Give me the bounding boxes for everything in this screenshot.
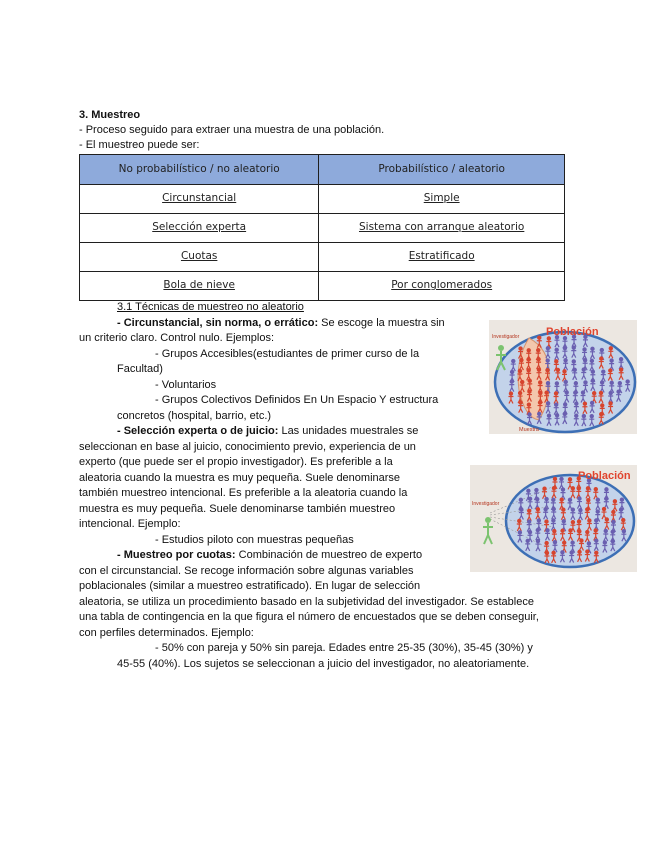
table-cell <box>319 185 565 214</box>
table-header-row <box>80 155 565 185</box>
table-row <box>80 272 565 301</box>
paragraph-line: una tabla de contingencia en la que figura el número de encuestados que se deben conseguir, <box>79 611 539 623</box>
table-cell <box>80 243 319 272</box>
paragraph-line: experto (que puede ser el propio investigador). Es preferible a la <box>79 456 393 468</box>
paragraph-text: Se escoge la muestra sin <box>318 317 445 329</box>
list-item-continuation: concretos (hospital, barrio, etc.) <box>117 410 272 422</box>
cell-text: Circunstancial <box>162 192 237 205</box>
list-item-continuation: 45-55 (40%). Los sujetos se seleccionan a juicio del investigador, no aleatoriamente. <box>117 658 530 670</box>
table-cell <box>80 214 319 243</box>
paragraph-line: también muestreo intencional. Es preferible a la aleatoria cuando la <box>79 487 408 499</box>
cell-text: Sistema con arranque aleatorio <box>358 221 525 234</box>
table-cell <box>319 214 565 243</box>
table-cell <box>80 272 319 301</box>
population-figure-2 <box>470 465 637 572</box>
list-item: - Grupos Colectivos Definidos En Un Espacio Y estructura <box>155 394 439 406</box>
cell-text: Estratificado <box>408 250 475 263</box>
paragraph-line <box>117 548 422 563</box>
table-row <box>80 214 565 243</box>
list-item: - Voluntarios <box>155 379 217 391</box>
paragraph-line: poblacionales (similar a muestreo estratificado). En lugar de selección <box>79 580 421 592</box>
table-cell <box>80 185 319 214</box>
subsection-title: 3.1 Técnicas de muestreo no aleatorio <box>117 301 304 313</box>
sampling-types-table <box>79 154 565 301</box>
paragraph-line: seleccionan en base al juicio, conocimiento previo, experiencia de un <box>79 441 416 453</box>
population-title: Población <box>546 326 599 338</box>
paragraph-line: muestra es muy pequeña. Suele denominarse también muestreo <box>79 503 396 515</box>
paragraph-text: Las unidades muestrales se <box>278 425 419 437</box>
cell-text: Selección experta <box>152 221 247 234</box>
list-item: - Estudios piloto con muestras pequeñas <box>155 534 354 546</box>
term-circunstancial: - Circunstancial, sin norma, o errático: <box>117 317 319 329</box>
section-line-2: - El muestreo puede ser: <box>79 139 200 151</box>
table-row <box>80 185 565 214</box>
list-item: - Grupos Accesibles(estudiantes de primer curso de la <box>155 348 420 360</box>
population-title: Población <box>578 470 631 482</box>
paragraph-line: aleatoria cuando la muestra es muy pequeña. Suele denominarse <box>79 472 401 484</box>
paragraph-line: un criterio claro. Control nulo. Ejemplos: <box>79 332 275 344</box>
section-title: 3. Muestreo <box>79 109 141 121</box>
cell-text: Cuotas <box>180 250 218 263</box>
table-cell <box>319 243 565 272</box>
table-row <box>80 243 565 272</box>
list-item: - 50% con pareja y 50% sin pareja. Edades entre 25-35 (30%), 35-45 (30%) y <box>155 642 533 654</box>
population-figure-1 <box>489 320 637 434</box>
table-cell <box>319 272 565 301</box>
paragraph-line <box>117 316 445 331</box>
cell-text: Bola de nieve <box>163 279 235 292</box>
list-item-continuation: Facultad) <box>117 363 163 375</box>
paragraph-line: con el circunstancial. Se recoge información sobre algunas variables <box>79 565 414 577</box>
cell-text: Simple <box>423 192 460 205</box>
table-header-cell: Probabilístico / aleatorio <box>319 155 565 185</box>
term-seleccion-experta: - Selección experta o de juicio: <box>117 425 279 437</box>
paragraph-line <box>117 424 418 439</box>
paragraph-line: aleatoria, se utiliza un procedimiento basado en la subjetividad del investigador. Se establece <box>79 596 534 608</box>
investigator-label: Investigador <box>492 334 520 340</box>
paragraph-line: con perfiles determinados. Ejemplo: <box>79 627 254 639</box>
investigator-label: Investigador <box>472 501 500 507</box>
investigator-figure <box>483 517 493 544</box>
population-illustration-2 <box>470 465 637 572</box>
sample-label: Muestra <box>519 427 539 433</box>
section-line-1: - Proceso seguido para extraer una muestra de una población. <box>79 124 385 136</box>
paragraph-line: intencional. Ejemplo: <box>79 518 181 530</box>
cell-text: Por conglomerados <box>391 279 493 292</box>
paragraph-text: Combinación de muestreo de experto <box>235 549 423 561</box>
term-cuotas: - Muestreo por cuotas: <box>117 549 236 561</box>
table-header-cell: No probabilístico / no aleatorio <box>80 155 319 185</box>
population-illustration-1 <box>489 320 637 434</box>
